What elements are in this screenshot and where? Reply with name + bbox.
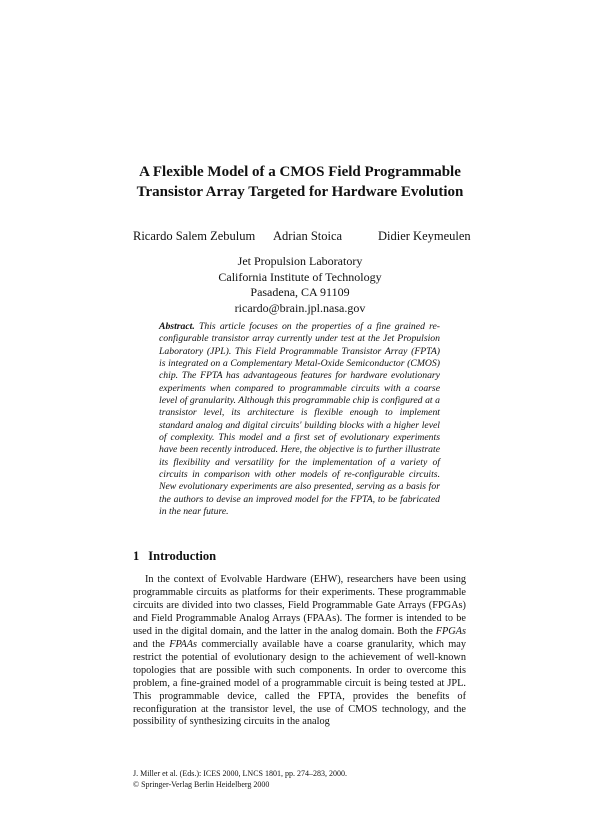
- footer-copyright: © Springer-Verlag Berlin Heidelberg 2000: [133, 779, 270, 789]
- affiliation-email: ricardo@brain.jpl.nasa.gov: [234, 300, 366, 315]
- affiliation-lab: Jet Propulsion Laboratory: [237, 254, 363, 268]
- footer-citation: J. Miller et al. (Eds.): ICES 2000, LNCS 1801, pp. 274–283, 2000.: [133, 769, 347, 778]
- intro-text-b: and the: [133, 638, 170, 650]
- author-stoica: Adrian Stoica: [273, 229, 343, 243]
- intro-text-c: commercially available have a coarse granularity, which may restrict the potential of evolutionary design to the achievement of well-known topologies that are possible with such components. In order to overcome this problem, a fine-grained model of a programmable circuit is being tested at JPL. This programmable device, called the FPTA, provides the benefits of reconfiguration at the transistor level, the use of CMOS technology, and the possibility of synthesizing circuits in the analog: [133, 638, 466, 728]
- section-number: 1: [133, 549, 140, 563]
- author-keymeulen: Didier Keymeulen: [378, 229, 471, 243]
- abstract: [159, 321, 440, 519]
- intro-fpaas: FPAAs: [169, 638, 198, 650]
- affiliation: [0, 254, 600, 316]
- affiliation-city: Pasadena, CA 91109: [250, 285, 350, 299]
- intro-text-a: In the context of Evolvable Hardware (EHW), researchers have been using programmable circuits as platforms for their experiments. These programmable circuits are divided into two classes, Field Programmable Gate Arrays (FPGAs) and Field Programmable Analog Arrays (FPAAs). The former is intended to be used in the digital domain, and the latter in the analog domain. Both the: [133, 574, 466, 637]
- section-heading: [133, 549, 216, 564]
- title-line-2: Transistor Array Targeted for Hardware Evolution: [136, 184, 464, 200]
- affiliation-institute: California Institute of Technology: [218, 269, 382, 284]
- page-footer: [133, 769, 347, 790]
- title-line-1: A Flexible Model of a CMOS Field Programmable: [139, 164, 461, 180]
- abstract-label: Abstract.: [159, 321, 195, 332]
- paper-title: [0, 162, 600, 202]
- abstract-text: This article focuses on the properties of a fine grained re-configurable transistor array currently under test at the Jet Propulsion Laboratory (JPL). This Field Programmable Transistor Array (FPTA) is integrated on a Complementary Metal-Oxide Semiconductor (CMOS) chip. The FPTA has advantageous features for hardware evolutionary experiments when compared to programmable circuits with a coarse level of granularity. Although this programmable chip is configured at a transistor level, its architecture is flexible enough to implement standard analog and digital circuits' building blocks with a higher level of complexity. This model and a first set of evolutionary experiments have been recently introduced. Here, the objective is to further illustrate its flexibility and versatility for the implementation of a variety of circuits in comparison with other models of re-configurable circuits. New evolutionary experiments are also presented, serving as a basis for the authors to devise an improved model for the FPTA, to be fabricated in the near future.: [159, 321, 441, 518]
- intro-fpgas: FPGAs: [435, 625, 466, 637]
- intro-paragraph: [133, 574, 466, 729]
- section-title: Introduction: [148, 549, 217, 563]
- author-zebulum: Ricardo Salem Zebulum: [133, 229, 256, 243]
